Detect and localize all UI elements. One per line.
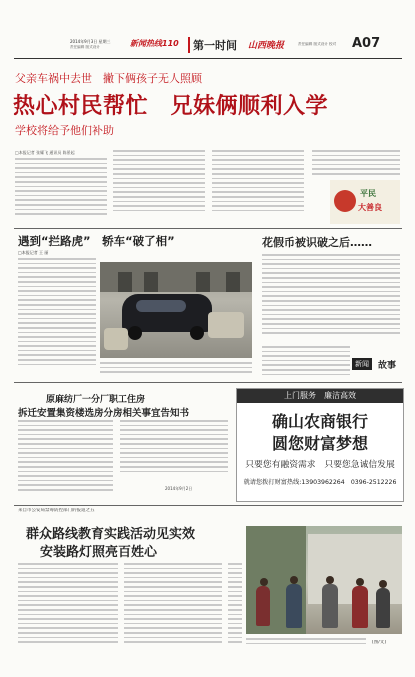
story-tag-label: 故事 <box>378 361 397 371</box>
badge-top-text: 平民 <box>360 189 376 198</box>
right-story-text <box>262 254 400 344</box>
ad-top-strip: 上门服务 廉洁高效 <box>237 389 403 403</box>
badge-bottom-text: 大善良 <box>358 203 382 212</box>
paper-logo: 山西晚报 <box>248 41 285 51</box>
bottom-text-col-1 <box>18 563 118 653</box>
bottom-kicker: 来自市公安局禁毒防控部门的报道之五 <box>18 508 95 513</box>
header-editor: 责任编辑 版式设计 <box>70 45 100 49</box>
lead-byline: □本报记者 张耀飞 通讯员 陈景起 <box>15 150 75 155</box>
notice-headline-2: 拆迁安置集资楼选房分房相关事宜告知书 <box>18 408 190 419</box>
notice-headline-1: 原麻纺厂一分厂职工住房 <box>46 395 146 405</box>
page-number: A07 <box>352 36 381 51</box>
ad-line-2: 圆您财富梦想 <box>271 434 368 453</box>
left-story-text <box>18 258 96 378</box>
bottom-tag: [图/文] <box>372 640 387 645</box>
left-story-caption <box>100 362 252 378</box>
badge-circle-icon <box>334 190 356 212</box>
header-small-right: 责任编辑 版式设计 校对 <box>298 42 337 46</box>
people-photo <box>246 526 402 634</box>
header-hotline: 新闻热线110 <box>130 39 179 48</box>
news-tag-label: 新闻 <box>352 358 372 370</box>
right-story-text-2 <box>262 346 350 378</box>
lead-column-3 <box>212 150 304 222</box>
news-story-tag <box>352 356 400 376</box>
ad-line-1: 确山农商银行 <box>271 412 368 431</box>
bottom-headline-1: 群众路线教育实践活动见实效 <box>26 527 196 542</box>
lead-kicker: 父亲车祸中去世 撇下俩孩子无人照顾 <box>15 72 202 85</box>
lead-column-1 <box>15 158 107 223</box>
left-story-byline: □本报记者 王 丽 <box>18 250 49 255</box>
bank-ad <box>236 388 404 502</box>
bottom-photo-caption <box>246 638 366 650</box>
car-photo <box>100 262 252 358</box>
bottom-text-col-3 <box>228 563 242 653</box>
bottom-text-col-2 <box>124 563 222 653</box>
notice-text-col-2 <box>120 420 228 480</box>
ad-line-3: 只要您有融资需求 只要您急诚信发展 <box>245 460 395 470</box>
lead-headline: 热心村民帮忙 兄妹俩顺利入学 <box>13 94 329 119</box>
notice-date: 2014年9月2日 <box>165 486 193 491</box>
section-label: 第一时间 <box>188 37 237 53</box>
header-bar <box>70 36 381 55</box>
lead-column-2 <box>113 150 205 222</box>
notice-text-col-1 <box>18 420 113 498</box>
right-story-headline: 花假币被识破之后…… <box>262 236 372 249</box>
lead-subhead: 学校将给予他们补助 <box>15 124 114 137</box>
left-story-headline: 遇到“拦路虎” 轿车“破了相” <box>18 234 175 248</box>
ad-phone: 就请您拨打财富热线:13903962264 0396-2512226 <box>243 479 397 486</box>
header-date: 2014年9月3日 星期三 <box>70 39 111 44</box>
lead-column-4 <box>312 150 400 180</box>
lead-badge <box>330 180 400 224</box>
bottom-headline-2: 安装路灯照亮百姓心 <box>40 545 158 560</box>
